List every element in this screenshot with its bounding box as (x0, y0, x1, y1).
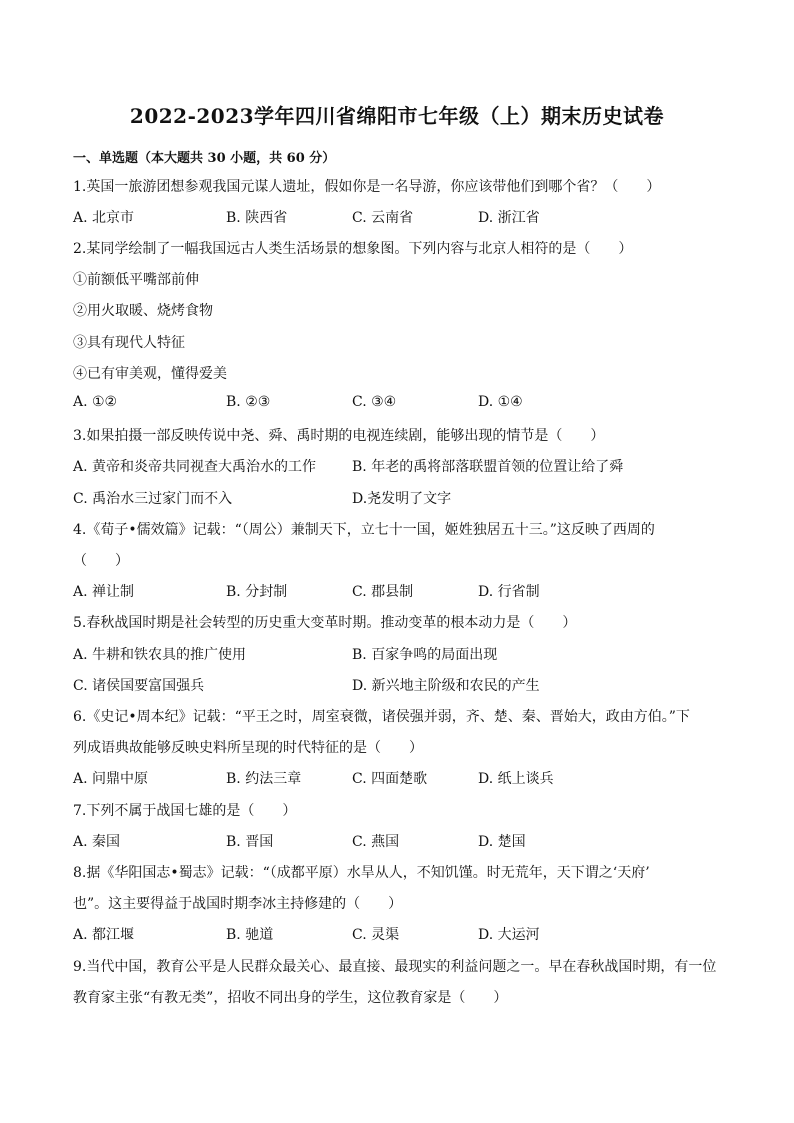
question-4-stem: 4.《荀子•儒效篇》记载：“（周公）兼制天下，立七十一国，姬姓独居五十三。”这反映了西周的 (73, 522, 655, 538)
question-1-option-b: B. 陕西省 (226, 210, 288, 226)
question-2-option-a: A. ①② (73, 394, 118, 410)
question-6-stem-cont: 列成语典故能够反映史料所呈现的时代特征的是（ ） (73, 740, 423, 756)
question-1-option-c: C. 云南省 (352, 210, 414, 226)
question-2-option-d: D. ①④ (478, 394, 523, 410)
section-heading: 一、单选题（本大题共 30 小题，共 60 分） (73, 151, 336, 166)
question-7-option-d: D. 楚国 (478, 834, 526, 850)
question-3-option-b: B. 年老的禹将部落联盟首领的位置让给了舜 (352, 459, 624, 475)
question-7-stem: 7.下列不属于战国七雄的是（ ） (73, 803, 297, 819)
question-5-option-c: C. 诸侯国要富国强兵 (73, 678, 205, 694)
question-6-option-b: B. 约法三章 (226, 771, 302, 787)
page-title: 2022-2023学年四川省绵阳市七年级（上）期末历史试卷 (129, 104, 665, 128)
question-4-option-d: D. 行省制 (478, 584, 540, 600)
question-7-option-a: A. 秦国 (73, 834, 121, 850)
question-5-option-d: D. 新兴地主阶级和农民的产生 (352, 678, 540, 694)
question-8-stem-cont: 也”。这主要得益于战国时期李冰主持修建的（ ） (73, 896, 403, 912)
question-8-option-c: C. 灵渠 (352, 927, 400, 943)
question-5-stem: 5.春秋战国时期是社会转型的历史重大变革时期。推动变革的根本动力是（ ） (73, 615, 577, 631)
question-2-option-b: B. ②③ (226, 394, 271, 410)
question-5-option-b: B. 百家争鸣的局面出现 (352, 647, 498, 663)
question-2-item-4: ④已有审美观，懂得爱美 (73, 366, 227, 382)
question-2-item-3: ③具有现代人特征 (73, 335, 185, 351)
question-9-stem: 9.当代中国，教育公平是人民群众最关心、最直接、最现实的利益问题之一。早在春秋战国时期，有一位 (73, 959, 717, 975)
question-5-option-a: A. 牛耕和铁农具的推广使用 (73, 647, 247, 663)
question-2-stem: 2.某同学绘制了一幅我国远古人类生活场景的想象图。下列内容与北京人相符的是（ ） (73, 241, 633, 257)
question-4-option-a: A. 禅让制 (73, 584, 135, 600)
question-6-option-a: A. 问鼎中原 (73, 771, 149, 787)
question-1-option-d: D. 浙江省 (478, 210, 540, 226)
question-4-stem-cont: （ ） (73, 553, 129, 569)
question-1-stem: 1.英国一旅游团想参观我国元谋人遗址，假如你是一名导游，你应该带他们到哪个省？（ ） (73, 179, 661, 195)
question-3-stem: 3.如果拍摄一部反映传说中尧、舜、禹时期的电视连续剧，能够出现的情节是（ ） (73, 428, 605, 444)
question-7-option-b: B. 晋国 (226, 834, 274, 850)
question-8-option-d: D. 大运河 (478, 927, 540, 943)
question-6-option-c: C. 四面楚歌 (352, 771, 428, 787)
question-6-option-d: D. 纸上谈兵 (478, 771, 554, 787)
question-8-option-a: A. 都江堰 (73, 927, 135, 943)
question-2-item-1: ①前额低平嘴部前伸 (73, 272, 199, 288)
question-2-option-c: C. ③④ (352, 394, 397, 410)
question-7-option-c: C. 燕国 (352, 834, 400, 850)
question-8-stem: 8.据《华阳国志•蜀志》记载：“（成都平原）水旱从人，不知饥馑。时无荒年，天下谓之‘天府’ (73, 865, 650, 881)
question-4-option-b: B. 分封制 (226, 584, 288, 600)
question-1-option-a: A. 北京市 (73, 210, 135, 226)
question-6-stem: 6.《史记•周本纪》记载：“平王之时，周室衰微，诸侯强并弱，齐、楚、秦、晋始大，政由方伯。”下 (73, 709, 690, 725)
question-8-option-b: B. 驰道 (226, 927, 274, 943)
question-9-stem-cont: 教育家主张“有教无类”，招收不同出身的学生，这位教育家是（ ） (73, 990, 508, 1006)
question-2-item-2: ②用火取暖、烧烤食物 (73, 303, 213, 319)
question-3-option-c: C. 禹治水三过家门而不入 (73, 491, 233, 507)
question-3-option-d: D.尧发明了文字 (352, 491, 452, 507)
question-4-option-c: C. 郡县制 (352, 584, 414, 600)
question-3-option-a: A. 黄帝和炎帝共同视查大禹治水的工作 (73, 459, 317, 475)
